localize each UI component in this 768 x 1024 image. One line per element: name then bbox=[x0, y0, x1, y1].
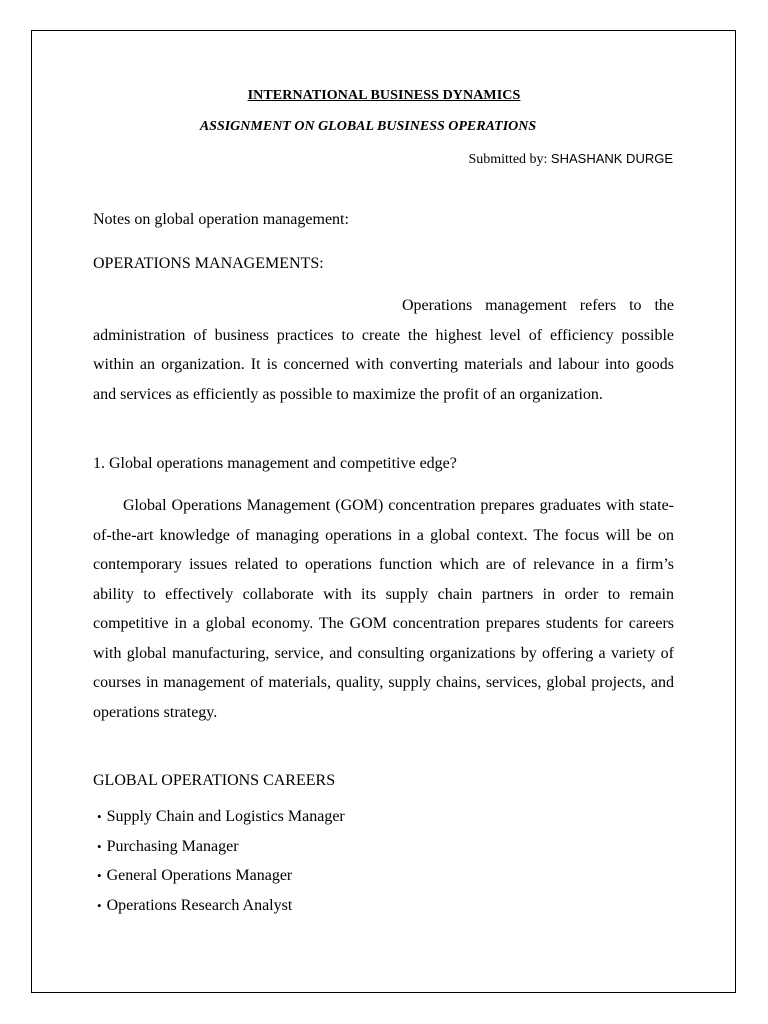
gom-text: Global Operations Management (GOM) concentration prepares graduates with state-of-the-art knowledge of managing operations in a global context. The focus will be on contemporary issues related to operations function which are of relevance in a firm’s ability to effectively collaborate with its supply chain partners in order to remain competitive in a global economy. The GOM concentration prepares students for careers with global manufacturing, service, and consulting organizations by offering a variety of courses in management of materials, quality, supply chains, services, global projects, and operations strategy. bbox=[93, 497, 674, 721]
gom-paragraph bbox=[93, 491, 674, 727]
careers-heading: GLOBAL OPERATIONS CAREERS bbox=[93, 772, 336, 789]
operations-management-heading: OPERATIONS MANAGEMENTS: bbox=[93, 255, 324, 272]
list-item: • Purchasing Manager bbox=[97, 832, 345, 862]
competitive-edge-heading: 1. Global operations management and competitive edge? bbox=[93, 455, 457, 472]
careers-list bbox=[97, 802, 345, 920]
list-item: • General Operations Manager bbox=[97, 861, 345, 891]
operations-management-text: Operations management refers to the administration of business practices to create the highest level of efficiency possible within an organization. It is concerned with converting materials and labour into goods and services as efficiently as possible to maximize the profit of an organization. bbox=[93, 297, 674, 403]
list-item: • Operations Research Analyst bbox=[97, 891, 345, 921]
author-name: SHASHANK DURGE bbox=[550, 151, 673, 166]
submitted-by bbox=[468, 151, 673, 168]
list-item: • Supply Chain and Logistics Manager bbox=[97, 802, 345, 832]
operations-management-paragraph bbox=[93, 291, 674, 409]
document-subtitle: ASSIGNMENT ON GLOBAL BUSINESS OPERATIONS bbox=[199, 119, 537, 134]
document-title: INTERNATIONAL BUSINESS DYNAMICS bbox=[247, 88, 521, 103]
submitted-label: Submitted by: bbox=[468, 152, 548, 167]
notes-heading: Notes on global operation management: bbox=[93, 211, 349, 228]
